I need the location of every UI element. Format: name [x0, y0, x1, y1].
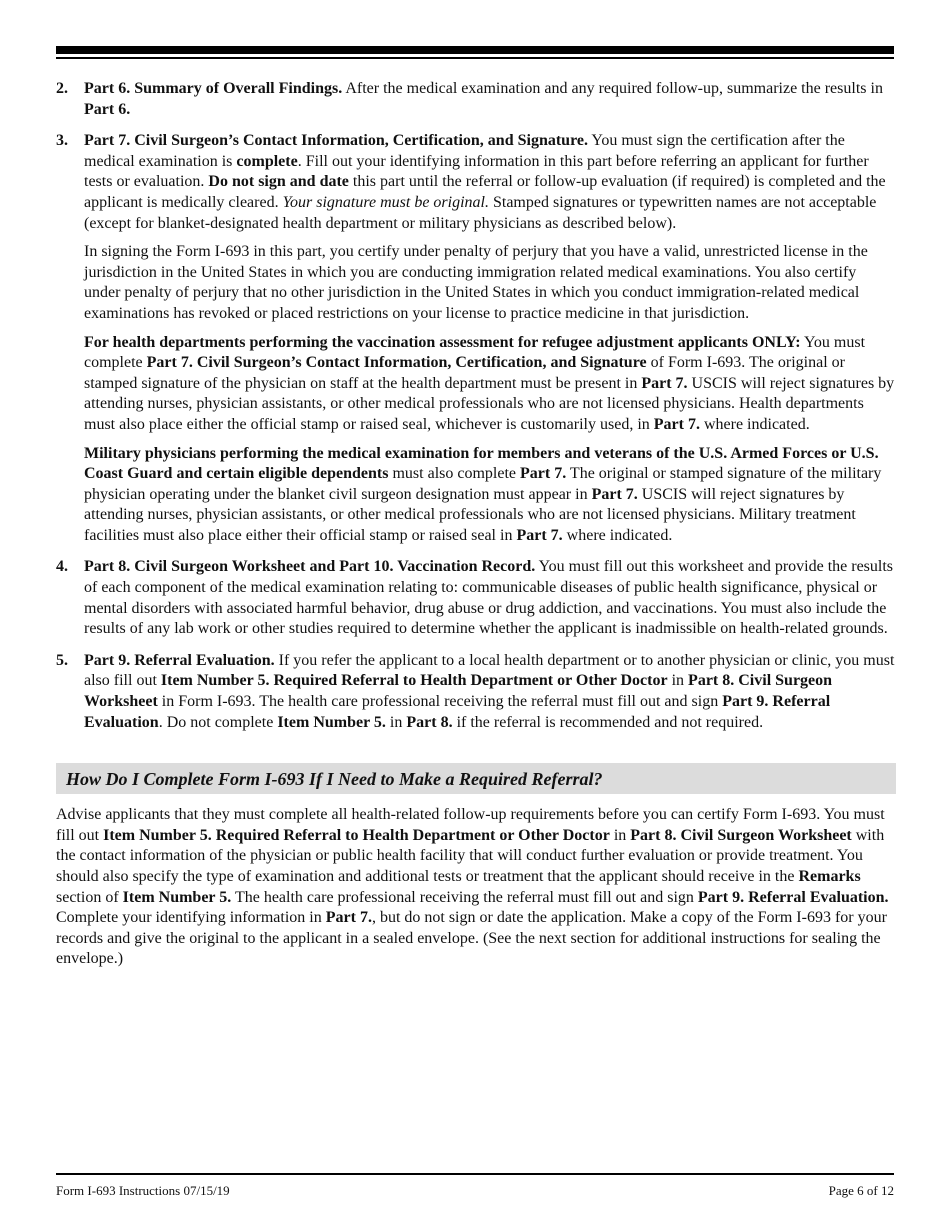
item-paragraph: [84, 444, 896, 547]
item-number: 4.: [56, 558, 68, 576]
bold-text: Part 7.: [591, 485, 638, 503]
section-heading: How Do I Complete Form I-693 If I Need to Make a Required Referral?: [56, 763, 896, 794]
text-run: section of: [56, 888, 123, 906]
text-run: Advise applicants that they must complete all health-related follow-up requirements before you can certify Form I-693. You must fill out: [56, 806, 885, 844]
text-run: USCIS will reject signatures by attending nurses, physician assistants, or other medical professionals who are not licensed physicians. Health departments must also place either the official stamp or raised seal, whichever is customarily used, in: [84, 374, 895, 433]
text-run: in: [385, 713, 407, 731]
item-paragraph: [84, 131, 896, 234]
text-run: You must fill out this worksheet and provide the results of each component of the medical examination relating to: communicable diseases of public health significance, physical or mental disorders with associated harmful behavior, drug abuse or drug addiction, and vaccinations. You must also include the results of any lab work or other studies required to determine whether the applicant is inadmissible on health-related grounds.: [84, 558, 894, 638]
bold-text: Part 7.: [516, 526, 563, 544]
bold-text: Part 7.: [653, 415, 700, 433]
bold-text: Item Number 5. Required Referral to Health Department or Other Doctor: [103, 826, 610, 844]
text-run: this part until the referral or follow-up evaluation (if required) is completed and the applicant is medically cleared.: [84, 173, 886, 211]
text-run: You must complete: [84, 333, 866, 372]
bold-text: Part 8. Civil Surgeon Worksheet: [630, 826, 852, 844]
bold-text: complete: [236, 152, 298, 170]
text-run: If you refer the applicant to a local health department or to another physician or clinic, you must also fill out: [84, 651, 895, 690]
text-run: The health care professional receiving the referral must fill out and sign: [231, 888, 698, 906]
text-run: You must sign the certification after the medical examination is: [84, 132, 845, 170]
bold-text: Part 7.: [641, 374, 688, 392]
item-number: 5.: [56, 651, 68, 669]
bold-text: Do not sign and date: [208, 173, 349, 191]
bold-text: Item Number 5.: [277, 713, 386, 731]
item-paragraph: [84, 79, 896, 120]
text-run: In signing the Form I-693 in this part, you certify under penalty of perjury that you have a valid, unrestricted license in the jurisdiction in the United States in which you are conducting immigration related medical examinations. You also certify under penalty of perjury that no other jurisdiction in the United States in which you conduct immigration-related medical examinations has revoked or placed restrictions on your license to practice medicine in that jurisdiction.: [84, 243, 868, 322]
bold-text: Part 9. Referral Evaluation.: [697, 888, 889, 906]
item-paragraph: [84, 557, 896, 639]
item-paragraph: [84, 333, 896, 436]
page-content: [56, 79, 896, 970]
text-run: , but do not sign or date the application. Make a copy of the Form I-693 for your records and give the original to the applicant in a sealed envelope. (See the next section for additional instructions for sealing the envelope.): [56, 909, 887, 968]
footer-page-number: Page 6 of 12: [828, 1183, 894, 1198]
text-run: . Do not complete: [158, 713, 278, 731]
text-run: where indicated.: [699, 415, 810, 433]
instruction-list: [56, 79, 896, 733]
text-run: in: [609, 826, 631, 844]
header-rule-thin: [56, 57, 894, 59]
footer-form-name: Form I-693 Instructions 07/15/19: [56, 1183, 230, 1198]
bold-text: Item Number 5.: [122, 888, 232, 906]
section-paragraph: [56, 805, 896, 970]
bold-text: Remarks: [798, 868, 861, 885]
header-rule-thick: [56, 46, 894, 54]
bold-text: Part 7.: [520, 465, 567, 483]
footer-rule: [56, 1173, 894, 1175]
bold-text: Part 8. Civil Surgeon Worksheet and Part 10. Vaccination Record.: [84, 558, 536, 576]
bold-text: Part 9. Referral Evaluation: [84, 693, 831, 731]
text-run: Complete your identifying information in: [56, 909, 326, 927]
text-run: . Fill out your identifying information in this part before referring an applicant for further tests or evaluation.: [84, 152, 869, 191]
bold-text: Military physicians performing the medical examination for members and veterans of the U.S. Armed Forces or U.S. Coast Guard and certain eligible dependents: [84, 444, 879, 483]
item-paragraph: [84, 242, 896, 324]
text-run: with the contact information of the physician or public health facility that will conduct further evaluation or provide treatment. You should also specify the type of examination and additional tests or treatment that the applicant should receive in the: [56, 826, 885, 885]
bold-text: Part 7. Civil Surgeon’s Contact Information, Certification, and Signature: [146, 354, 647, 372]
bold-text: Part 8.: [406, 713, 453, 731]
text-run: The original or stamped signature of the military physician operating under the blanket civil surgeon designation must appear in: [84, 465, 882, 503]
instruction-item: [56, 557, 896, 639]
text-run: where indicated.: [562, 526, 673, 544]
item-paragraph: [84, 651, 896, 733]
text-run: in Form I-693. The health care professional receiving the referral must fill out and sign: [157, 693, 723, 711]
item-number: 3.: [56, 132, 68, 150]
bold-text: Part 6.: [84, 100, 131, 118]
text-run: of Form I-693. The original or stamped signature of the physician on staff at the health department must be present in: [84, 354, 845, 392]
instruction-item: [56, 79, 896, 120]
bold-text: Part 7. Civil Surgeon’s Contact Information, Certification, and Signature.: [84, 132, 588, 150]
text-run: must also complete: [388, 465, 520, 483]
text-run: in: [667, 672, 689, 690]
instruction-item: [56, 651, 896, 733]
item-number: 2.: [56, 80, 68, 97]
bold-text: Part 6. Summary of Overall Findings.: [84, 80, 343, 97]
text-run: After the medical examination and any required follow-up, summarize the results in: [342, 80, 883, 97]
text-run: USCIS will reject signatures by attending nurses, physician assistants, or other medical professionals who are not licensed physicians. Military treatment facilities must also place either their official stamp or raised seal in: [84, 485, 856, 544]
bold-text: Part 7.: [325, 909, 372, 927]
bold-text: Part 9. Referral Evaluation.: [84, 651, 275, 669]
bold-text: Part 8. Civil Surgeon Worksheet: [84, 672, 833, 711]
bold-text: For health departments performing the vaccination assessment for refugee adjustment applicants ONLY:: [84, 333, 801, 351]
text-run: if the referral is recommended and not required.: [452, 713, 764, 731]
instruction-item: [56, 131, 896, 546]
text-run: Stamped signatures or typewritten names are not acceptable (except for blanket-designated health department or military physicians as described below).: [84, 193, 877, 232]
italic-text: Your signature must be original.: [282, 193, 489, 211]
bold-text: Item Number 5. Required Referral to Health Department or Other Doctor: [160, 672, 668, 690]
